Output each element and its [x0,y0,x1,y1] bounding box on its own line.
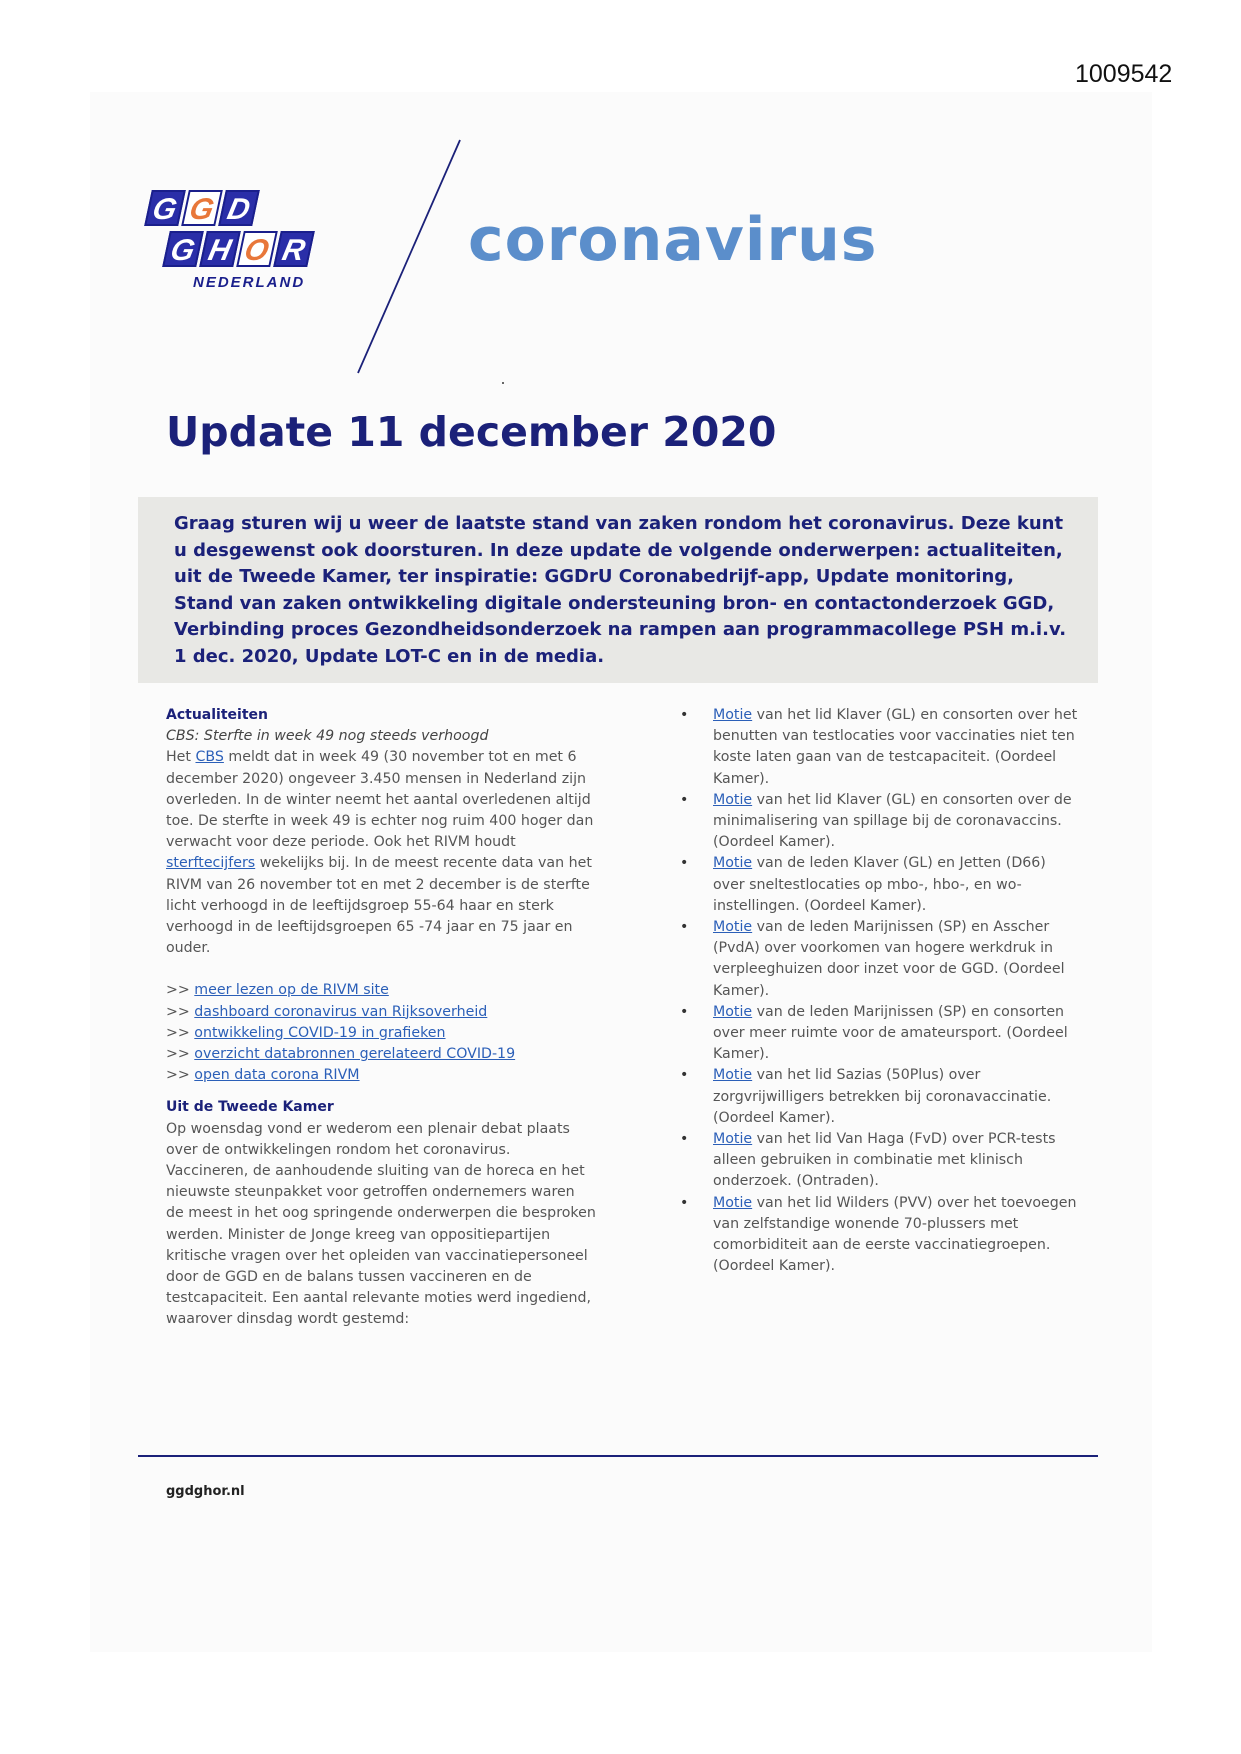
left-column [166,705,596,1331]
logo-letter: H [199,231,241,267]
list-item [680,853,1080,917]
logo-letter: D [218,190,260,226]
motie-text [713,1065,1080,1129]
text-span: van het lid Sazias (50Plus) over zorgvrijwilligers betrekken bij coronavaccinatie. (Oordeel Kamer). [713,1067,1052,1126]
intro-text: Graag sturen wij u weer de laatste stand van zaken rondom het coronavirus. Deze kunt u desgewenst ook doorsturen. In deze update de volgende onderwerpen: actualiteiten, uit de Tweede Kamer, ter inspiratie: GGDrU Coronabedrijf-app, Update monitoring, Stand van zaken ontwikkeling digitale ondersteuning bron- en contactonderzoek GGD, Verbinding proces Gezondheidsonderzoek na rampen aan programmacollege PSH m.i.v. 1 dec. 2020, Update LOT-C en in de media. [174,513,1067,667]
text-span: van het lid Klaver (GL) en consorten over het benutten van testlocaties voor vaccinaties niet ten koste laten gaan van de testcapaciteit. (Oordeel Kamer). [713,707,1078,787]
logo-row-ggd [148,190,259,226]
right-column [680,705,1080,1277]
bullet-icon: • [680,1067,689,1084]
bullet-icon: • [680,1194,689,1211]
logo-letter: G [144,190,186,226]
list-item [680,1002,1080,1066]
motie-link[interactable]: Motie [713,1194,753,1211]
list-item [680,1129,1080,1193]
motie-text [713,1129,1080,1193]
ggd-ghor-logo [148,190,338,300]
link-list [166,980,596,1086]
motie-link[interactable]: Motie [713,1067,753,1084]
intro-box [138,497,1098,683]
text-span: van het lid Wilders (PVV) over het toevoegen van zelfstandige wonende 70-plussers met comorbiditeit aan de eerste vaccinatiegroepen. (Oordeel Kamer). [713,1194,1077,1275]
list-item [166,1023,596,1044]
open-data-link[interactable]: open data corona RIVM [194,1067,360,1084]
logo-letter: G [181,190,223,226]
text-span: van de leden Klaver (GL) en Jetten (D66) over sneltestlocaties op mbo-, hbo-, en wo-instellingen. (Oordeel Kamer). [713,855,1046,914]
motie-link[interactable]: Motie [713,1003,753,1020]
list-item [166,1065,596,1086]
brand-word: coronavirus [468,205,878,275]
text-span: van het lid Van Haga (FvD) over PCR-tests alleen gebruiken in combinatie met klinisch onderzoek. (Ontraden). [713,1131,1056,1190]
bullet-icon: • [680,707,689,723]
bullet-icon: • [680,855,689,872]
logo-row-ghor [166,231,314,267]
text-span: Het [166,749,196,766]
footer-divider [138,1455,1098,1457]
document-id: 1009542 [1075,60,1173,88]
motie-text [713,790,1080,854]
logo-letter: R [273,231,315,267]
list-item [680,790,1080,854]
decorative-dot [502,382,504,384]
motie-link[interactable]: Motie [713,919,753,936]
section-heading-kamer: Uit de Tweede Kamer [166,1099,334,1116]
kamer-paragraph: Op woensdag vond er wederom een plenair debat plaats over de ontwikkelingen rondom het coronavirus. Vaccineren, de aanhoudende sluiting van de horeca en het nieuwste steunpakket voor getroffen ondernemers waren de meest in het oog springende onderwerpen die besproken werden. Minister de Jonge kreeg van oppositiepartijen kritische vragen over het opleiden van vaccinatiepersoneel door de GGD en de balans tussen vaccineren en de testcapaciteit. Een aantal relevante moties werd ingediend, waarover dinsdag wordt gestemd: [166,1120,596,1328]
page-title: Update 11 december 2020 [166,408,777,456]
list-item [166,980,596,1001]
motie-text [713,1002,1080,1066]
dashboard-link[interactable]: dashboard coronavirus van Rijksoverheid [194,1003,488,1020]
text-span: van de leden Marijnissen (SP) en Asscher (PvdA) over voorkomen van hogere werkdruk in verpleeghuizen door inzet voor de GGD. (Oordeel Kamer). [713,919,1065,999]
bullet-icon: • [680,1003,689,1020]
rivm-site-link[interactable]: meer lezen op de RIVM site [194,982,389,999]
subheading-cbs: CBS: Sterfte in week 49 nog steeds verhoogd [166,728,489,745]
motie-link[interactable]: Motie [713,791,753,808]
arrow-prefix: >> [166,1067,195,1084]
arrow-prefix: >> [166,1046,195,1063]
motie-text [713,1193,1080,1278]
text-span: van de leden Marijnissen (SP) en consorten over meer ruimte voor de amateursport. (Oordeel Kamer). [713,1003,1068,1063]
actualiteiten-paragraph [166,747,596,959]
bullet-icon: • [680,791,689,808]
section-heading-actualiteiten: Actualiteiten [166,707,268,723]
list-item [166,1002,596,1023]
motie-text [713,917,1080,1002]
list-item [166,1044,596,1065]
list-item [680,705,1080,790]
grafieken-link[interactable]: ontwikkeling COVID-19 in grafieken [194,1024,446,1041]
arrow-prefix: >> [166,1003,195,1020]
text-span: van het lid Klaver (GL) en consorten over de minimalisering van spillage bij de coronavaccins. (Oordeel Kamer). [713,791,1072,851]
databronnen-link[interactable]: overzicht databronnen gerelateerd COVID-19 [194,1046,516,1063]
motie-link[interactable]: Motie [713,855,753,872]
bullet-icon: • [680,919,689,936]
sterftecijfers-link[interactable]: sterftecijfers [166,855,256,872]
arrow-prefix: >> [166,982,195,999]
text-span: meldt dat in week 49 (30 november tot en met 6 december 2020) ongeveer 3.450 mensen in Nederland zijn overleden. In de winter neemt het aantal overledenen altijd toe. De sterfte in week 49 is echter nog ruim 400 hoger dan verwacht voor deze periode. Ook het RIVM houdt [166,749,594,851]
motie-link[interactable]: Motie [713,707,753,723]
list-item [680,917,1080,1002]
text-span: wekelijks bij. In de meest recente data van het RIVM van 26 november tot en met 2 december is de sterfte licht verhoogd in de leeftijdsgroep 55-64 haar en sterk verhoogd in de leeftijdsgroepen 65 -74 jaar en 75 jaar en ouder. [166,855,592,957]
list-item [680,1193,1080,1278]
logo-letter: O [236,231,278,267]
motie-text [713,705,1080,790]
bullet-icon: • [680,1131,689,1148]
divider-slash [350,138,470,378]
logo-subtitle: NEDERLAND [193,274,306,291]
list-item [680,1065,1080,1129]
motie-text [713,853,1080,917]
logo-letter: G [162,231,204,267]
motie-link[interactable]: Motie [713,1131,753,1148]
footer-url: ggdghor.nl [166,1484,245,1499]
arrow-prefix: >> [166,1024,195,1041]
cbs-link[interactable]: CBS [195,749,224,766]
